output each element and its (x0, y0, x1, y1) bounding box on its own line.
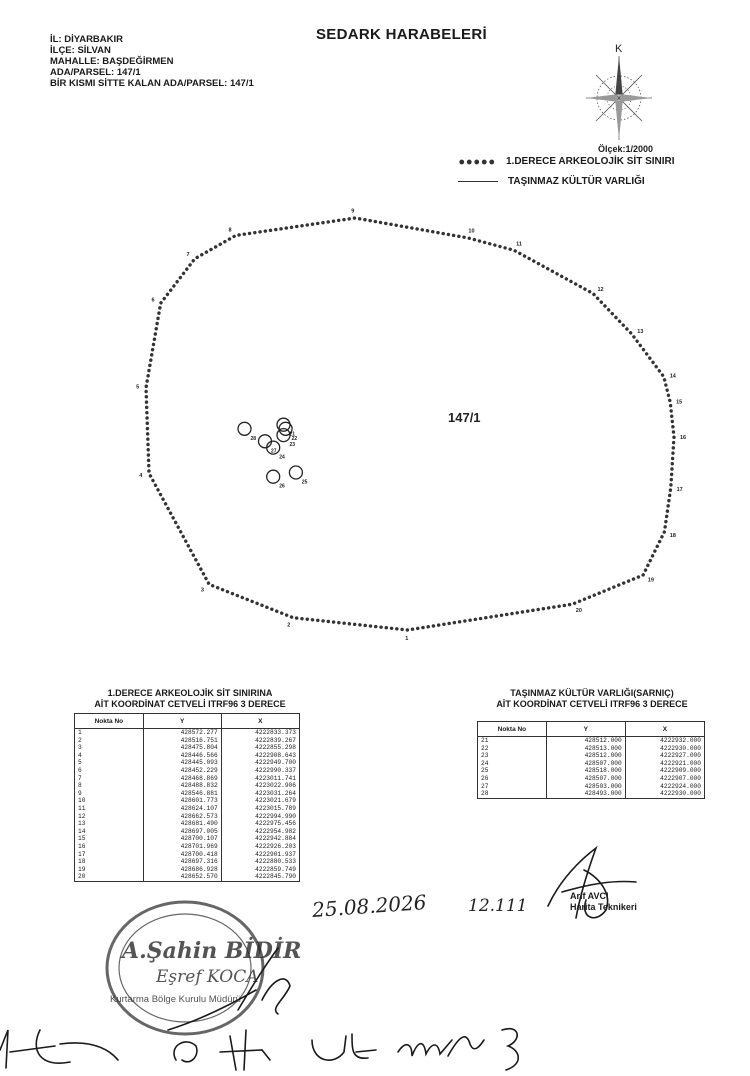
col-header-x: X (221, 714, 299, 729)
point-number-cell: 18 (75, 858, 144, 866)
official-seal (100, 896, 302, 1051)
col-header-x: X (625, 722, 704, 737)
boundary-point-label: 15 (676, 399, 683, 406)
x-coordinate-cell: 4222954.982 (221, 828, 299, 836)
point-number-cell: 20 (75, 873, 144, 881)
col-header-point: Nokta No (478, 722, 547, 737)
boundary-point-label: 19 (647, 577, 654, 584)
y-coordinate-cell: 428445.093 (143, 759, 221, 767)
y-coordinate-cell: 428493.000 (546, 790, 625, 798)
point-number-cell: 10 (75, 797, 144, 805)
point-number-cell: 21 (478, 737, 547, 745)
table1-title (70, 688, 310, 710)
table-row (478, 737, 705, 745)
x-coordinate-cell: 4222833.373 (221, 729, 299, 737)
x-coordinate-cell: 4222921.000 (625, 760, 704, 768)
cistern-point-label: 27 (271, 448, 277, 455)
table-row (75, 843, 300, 851)
y-coordinate-cell: 428512.000 (546, 752, 625, 760)
table-row (478, 775, 705, 783)
table-row (75, 866, 300, 874)
committee-signature-3 (312, 1034, 376, 1060)
handwritten-initials: 12.111 (468, 896, 528, 916)
table1-title-line2: AİT KOORDİNAT CETVELİ ITRF96 3 DERECE (94, 699, 286, 709)
x-coordinate-cell: 4222942.884 (221, 835, 299, 843)
point-number-cell: 4 (75, 752, 144, 760)
boundary-point-label: 2 (287, 622, 291, 629)
x-coordinate-cell: 4222990.337 (221, 767, 299, 775)
y-coordinate-cell: 428601.773 (143, 797, 221, 805)
boundary-point-label: 20 (575, 608, 582, 615)
boundary-point-label: 13 (637, 329, 644, 336)
cistern-point-label: 25 (301, 479, 308, 486)
point-number-cell: 11 (75, 805, 144, 813)
boundary-point-label: 11 (516, 241, 522, 248)
x-coordinate-cell: 4222880.533 (221, 858, 299, 866)
table1-title-line1: 1.DERECE ARKEOLOJİK SİT SINIRINA (107, 688, 273, 698)
table-row (478, 745, 705, 753)
table-row (75, 752, 300, 760)
table-row (478, 760, 705, 768)
y-coordinate-cell: 428488.832 (143, 782, 221, 790)
y-coordinate-cell: 428686.928 (143, 866, 221, 874)
point-number-cell: 28 (478, 790, 547, 798)
district-label: İLÇE: SİLVAN (50, 45, 111, 56)
point-number-cell: 8 (75, 782, 144, 790)
table-row (75, 813, 300, 821)
boundary-point-label: 17 (676, 487, 683, 494)
boundary-point-label: 6 (151, 297, 155, 304)
boundary-point-label: 18 (669, 532, 676, 539)
seal-stamp-icon (100, 896, 302, 1046)
x-coordinate-cell: 4222859.749 (221, 866, 299, 874)
y-coordinate-cell: 428468.869 (143, 775, 221, 783)
x-coordinate-cell: 4223015.789 (221, 805, 299, 813)
neighborhood-label: MAHALLE: BAŞDEĞİRMEN (50, 56, 174, 67)
point-number-cell: 13 (75, 820, 144, 828)
surveyor-name: Arif AVCI (570, 891, 609, 901)
boundary-point-label: 14 (669, 373, 676, 380)
y-coordinate-cell: 428572.277 (143, 729, 221, 737)
y-coordinate-cell: 428681.490 (143, 820, 221, 828)
point-number-cell: 6 (75, 767, 144, 775)
y-coordinate-cell: 428503.000 (546, 783, 625, 791)
x-coordinate-cell: 4222855.298 (221, 744, 299, 752)
point-number-cell: 7 (75, 775, 144, 783)
boundary-point-label: 8 (228, 227, 232, 234)
x-coordinate-cell: 4222845.790 (221, 873, 299, 881)
boundary-point-labels (136, 208, 686, 642)
point-number-cell: 1 (75, 729, 144, 737)
x-coordinate-cell: 4222994.990 (221, 813, 299, 821)
stamp-text: Kurtarma Bölge Kurulu Müdürü (110, 994, 241, 1005)
table-row (478, 783, 705, 791)
cistern-point-label: 22 (291, 435, 298, 442)
y-coordinate-cell: 428516.751 (143, 737, 221, 745)
committee-signature-5 (502, 1029, 518, 1070)
y-coordinate-cell: 428697.005 (143, 828, 221, 836)
y-coordinate-cell: 428652.570 (143, 873, 221, 881)
table-row (478, 790, 705, 798)
table-row (75, 873, 300, 881)
committee-signature-4 (398, 1037, 484, 1056)
table-row (75, 797, 300, 805)
y-coordinate-cell: 428700.418 (143, 851, 221, 859)
boundary-point-label: 4 (139, 472, 143, 479)
col-header-y: Y (546, 722, 625, 737)
point-number-cell: 2 (75, 737, 144, 745)
table-row (75, 729, 300, 737)
point-number-cell: 5 (75, 759, 144, 767)
x-coordinate-cell: 4222908.643 (221, 752, 299, 760)
cistern-marker (238, 422, 251, 435)
parcel-label: ADA/PARSEL: 147/1 (50, 67, 141, 78)
y-coordinate-cell: 428624.107 (143, 805, 221, 813)
y-coordinate-cell: 428546.881 (143, 790, 221, 798)
table2-title (472, 688, 712, 710)
point-number-cell: 12 (75, 813, 144, 821)
y-coordinate-cell: 428700.107 (143, 835, 221, 843)
table-row (75, 759, 300, 767)
north-letter: K (615, 43, 623, 55)
boundary-point-label: 1 (405, 636, 409, 642)
x-coordinate-cell: 4222930.000 (625, 790, 704, 798)
legend-heritage-label: TAŞINMAZ KÜLTÜR VARLIĞI (508, 176, 645, 187)
x-coordinate-cell: 4222930.000 (625, 745, 704, 753)
scale-label: Ölçek:1/2000 (598, 144, 654, 154)
heritage-coordinate-table (477, 721, 705, 799)
x-coordinate-cell: 4222839.267 (221, 737, 299, 745)
svg-text:A.Şahin BİDİR: A.Şahin BİDİR (122, 938, 302, 964)
y-coordinate-cell: 428507.000 (546, 760, 625, 768)
x-coordinate-cell: 4223022.906 (221, 782, 299, 790)
x-coordinate-cell: 4223011.741 (221, 775, 299, 783)
boundary-point-label: 10 (468, 228, 475, 235)
point-number-cell: 22 (478, 745, 547, 753)
point-number-cell: 15 (75, 835, 144, 843)
point-number-cell: 19 (75, 866, 144, 874)
table-row (75, 790, 300, 798)
cistern-marker (289, 466, 302, 479)
point-number-cell: 16 (75, 843, 144, 851)
x-coordinate-cell: 4222909.000 (625, 767, 704, 775)
y-coordinate-cell: 428697.316 (143, 858, 221, 866)
y-coordinate-cell: 428452.229 (143, 767, 221, 775)
legend-site-boundary-label: 1.DERECE ARKEOLOJİK SİT SINIRI (506, 156, 675, 167)
table-row (478, 752, 705, 760)
table2-title-line1: TAŞINMAZ KÜLTÜR VARLIĞI(SARNIÇ) (510, 688, 674, 698)
point-number-cell: 27 (478, 783, 547, 791)
svg-text:Eşref KOCA: Eşref KOCA (156, 967, 259, 987)
table-row (75, 820, 300, 828)
cistern-point-label: 23 (289, 442, 296, 449)
cistern-point-label: 28 (250, 435, 257, 442)
point-number-cell: 24 (478, 760, 547, 768)
parcel-number-label: 147/1 (448, 410, 481, 425)
boundary-point-label: 9 (351, 208, 355, 215)
y-coordinate-cell: 428512.000 (546, 737, 625, 745)
table2-title-line2: AİT KOORDİNAT CETVELİ ITRF96 3 DERECE (496, 699, 688, 709)
table-row (75, 835, 300, 843)
boundary-point-label: 16 (680, 435, 687, 442)
cistern-marker (267, 470, 280, 483)
point-number-cell: 14 (75, 828, 144, 836)
partial-parcel-label: BİR KISMI SİTTE KALAN ADA/PARSEL: 147/1 (50, 78, 254, 89)
x-coordinate-cell: 4222926.203 (221, 843, 299, 851)
y-coordinate-cell: 428513.000 (546, 745, 625, 753)
table-row (478, 767, 705, 775)
col-header-point: Nokta No (75, 714, 144, 729)
handwritten-date: 25.08.2026 (311, 890, 428, 922)
table-row (75, 782, 300, 790)
x-coordinate-cell: 4223031.264 (221, 790, 299, 798)
table-row (75, 767, 300, 775)
site-boundary-line (146, 218, 674, 630)
point-number-cell: 26 (478, 775, 547, 783)
table-row (75, 737, 300, 745)
archaeological-site-boundary (146, 218, 674, 630)
cistern-marker (259, 435, 272, 448)
y-coordinate-cell: 428701.969 (143, 843, 221, 851)
boundary-point-label: 5 (136, 384, 140, 391)
surveyor-block (570, 891, 637, 913)
table-row (75, 851, 300, 859)
point-number-cell: 17 (75, 851, 144, 859)
province-label: İL: DİYARBAKIR (50, 34, 124, 45)
point-number-cell: 23 (478, 752, 547, 760)
x-coordinate-cell: 4222907.000 (625, 775, 704, 783)
point-number-cell: 3 (75, 744, 144, 752)
boundary-point-label: 3 (200, 587, 204, 594)
y-coordinate-cell: 428662.573 (143, 813, 221, 821)
col-header-y: Y (143, 714, 221, 729)
cistern-point-label: 24 (279, 454, 285, 461)
x-coordinate-cell: 4222927.000 (625, 752, 704, 760)
surveyor-title: Harita Teknikeri (570, 902, 637, 912)
table-row (75, 805, 300, 813)
table-row (75, 775, 300, 783)
table-row (75, 828, 300, 836)
y-coordinate-cell: 428475.804 (143, 744, 221, 752)
site-coordinate-table (74, 713, 300, 882)
table-row (75, 744, 300, 752)
point-number-cell: 9 (75, 790, 144, 798)
x-coordinate-cell: 4222924.000 (625, 783, 704, 791)
map-title: SEDARK HARABELERİ (316, 26, 487, 43)
x-coordinate-cell: 4222949.700 (221, 759, 299, 767)
y-coordinate-cell: 428507.000 (546, 775, 625, 783)
x-coordinate-cell: 4223021.679 (221, 797, 299, 805)
boundary-point-label: 12 (597, 286, 604, 293)
point-number-cell: 25 (478, 767, 547, 775)
x-coordinate-cell: 4222932.000 (625, 737, 704, 745)
table-row (75, 858, 300, 866)
y-coordinate-cell: 428446.566 (143, 752, 221, 760)
y-coordinate-cell: 428518.000 (546, 767, 625, 775)
x-coordinate-cell: 4222901.937 (221, 851, 299, 859)
boundary-point-label: 7 (186, 251, 190, 258)
cistern-point-label: 26 (279, 483, 285, 490)
cistern-point-label: 21 (289, 431, 296, 438)
x-coordinate-cell: 4222975.456 (221, 820, 299, 828)
